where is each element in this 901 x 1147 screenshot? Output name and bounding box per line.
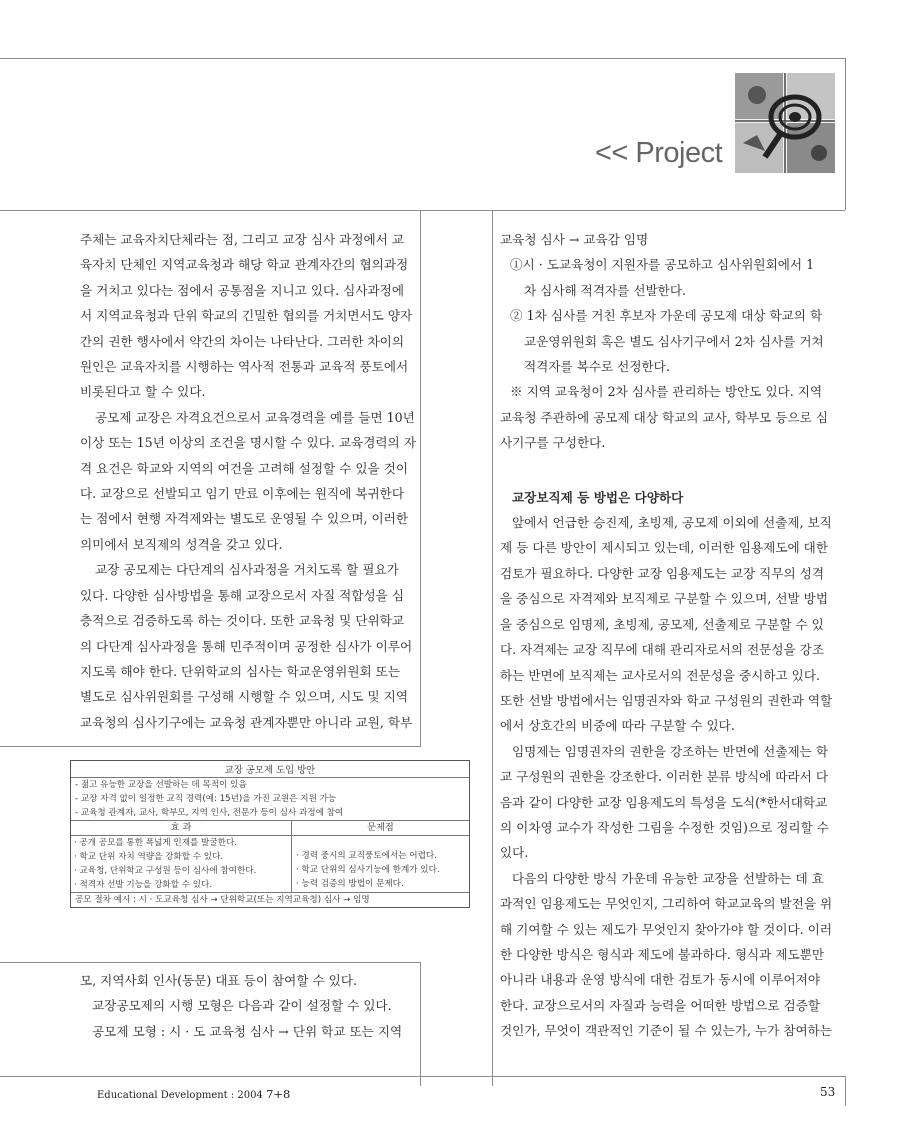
text-line: 교육청의 심사기구에는 교육청 관계자뿐만 아니라 교원, 학부 <box>80 714 413 730</box>
right-model-steps <box>500 227 832 456</box>
text-line: 육자치 단체인 지역교육청과 해당 학교 관계자간의 협의과정 <box>80 257 409 273</box>
footer-rule <box>0 1076 845 1077</box>
section-label: << Project <box>595 137 723 169</box>
left-upper-block-edge <box>420 210 421 746</box>
problem-item: · 경력 중시의 교직풍토에서는 어렵다. <box>296 851 437 861</box>
right-column <box>500 227 832 1044</box>
text-line: 다음의 다양한 방식 가운데 유능한 교장을 선발하는 데 효 <box>512 870 824 886</box>
principal-recruitment-summary-box <box>70 760 470 908</box>
left-lower-block-edge <box>420 962 421 1086</box>
effects-header: 효 과 <box>71 821 292 835</box>
section-heading: 교장보직제 등 방법은 다양하다 <box>512 489 684 505</box>
text-line: 앞에서 언급한 승진제, 초빙제, 공모제 이외에 선출제, 보직 <box>512 515 832 531</box>
text-line: 다. 교장으로 선발되고 임기 만료 이후에는 원직에 복귀한다 <box>80 486 404 502</box>
text-line: 이상 또는 15년 이상의 조건을 명시할 수 있다. 교육경력의 자 <box>80 435 416 451</box>
top-rule <box>0 58 845 59</box>
text-line: 사기구를 구성한다. <box>500 435 606 451</box>
effect-item: · 학교 단위 자치 역량을 강화할 수 있다. <box>74 852 224 862</box>
text-line: 을 중심으로 자격제와 보직제로 구분할 수 있으며, 선발 방법 <box>500 591 829 607</box>
text-line: 의 이차영 교수가 작성한 그림을 수정한 것임)으로 정리할 수 <box>500 819 829 835</box>
text-line: 공모제 모형 : 시 · 도 교육청 심사 → 단위 학교 또는 지역 <box>92 1023 403 1039</box>
top-right-rule <box>845 58 846 210</box>
text-line: 아니라 내용과 운영 방식에 대한 검토가 동시에 이루어져야 <box>500 972 820 988</box>
box-purpose-item: - 교장 자격 없이 일정한 교직 경력(예: 15년)을 가진 교원은 지원 가능 <box>75 794 337 804</box>
problems-list <box>292 836 469 892</box>
issue-number: 7+8 <box>266 1087 291 1101</box>
text-line: 교장 공모제는 다단계의 심사과정을 거치도록 할 필요가 <box>95 562 399 578</box>
text-line: 간의 권한 행사에서 약간의 차이는 나타난다. 그러한 차이의 <box>80 333 404 349</box>
effect-item: · 교육청, 단위학교 구성원 등이 심사에 참여한다. <box>74 866 257 876</box>
effect-item: · 적격자 선발 기능을 강화할 수 있다. <box>74 880 213 890</box>
text-line: 하는 반면에 보직제는 교사로서의 전문성을 중시하고 있다. <box>500 667 820 683</box>
text-line: 제 등 다른 방안이 제시되고 있는데, 이러한 임용제도에 대한 <box>500 540 829 556</box>
left-lower-block-top <box>0 962 421 963</box>
text-line: 해 기여할 수 있는 제도가 무엇인지 찾아가야 할 것이다. 이러 <box>500 921 833 937</box>
text-line: 교육청 심사 → 교육감 임명 <box>500 232 649 247</box>
box-column-headers <box>71 821 469 836</box>
left-upper-block-bottom <box>0 746 421 747</box>
text-line: 별도로 심사위원회를 구성해 시행할 수 있으며, 시도 및 지역 <box>80 689 409 705</box>
column-divider-right <box>492 210 493 1086</box>
footer-journal <box>97 1087 290 1101</box>
text-line: 한 다양한 방식은 형식과 제도에 불과하다. 형식과 제도뿐만 <box>500 946 824 962</box>
text-line: 것인가, 무엇이 객관적인 기준이 될 수 있는가, 누가 참여하는 <box>500 1023 833 1039</box>
page-number: 53 <box>820 1085 836 1099</box>
box-body <box>71 836 469 893</box>
target-magnifier-collage-icon <box>735 73 835 173</box>
right-paragraph-3 <box>500 866 832 1044</box>
text-line: 비롯된다고 할 수 있다. <box>80 384 206 400</box>
text-line: 다. 자격제는 교장 직무에 대해 관리자로서의 전문성을 강조 <box>500 642 824 658</box>
effect-item: · 공개 공모를 통한 폭넓게 인재를 발굴한다. <box>74 838 237 848</box>
text-line: 공모제 교장은 자격요건으로서 교육경력을 예를 들면 10년 <box>95 409 415 425</box>
text-line: 의미에서 보직제의 성격을 갖고 있다. <box>80 536 283 552</box>
text-line: 지도록 해야 한다. 단위학교의 심사는 학교운영위원회 또는 <box>80 663 400 679</box>
problems-header: 문제점 <box>367 822 394 833</box>
box-title: 교장 공모제 도입 방안 <box>71 761 469 778</box>
left-column-lower <box>80 968 412 1044</box>
text-line: ※ 지역 교육청이 2차 심사를 관리하는 방안도 있다. 지역 <box>510 384 823 400</box>
text-line: 한다. 교장으로서의 자질과 능력을 어떠한 방법으로 검증할 <box>500 997 820 1013</box>
text-line: 있다. 다양한 심사방법을 통해 교장으로서 자질 적합성을 심 <box>80 587 404 603</box>
text-line: 의 다단계 심사과정을 통해 민주적이며 공정한 심사가 이루어 <box>80 638 413 654</box>
text-line: 에서 상호간의 비중에 따라 구분할 수 있다. <box>500 718 735 734</box>
text-line: ①시 · 도교육청이 지원자를 공모하고 심사위원회에서 1 <box>510 257 815 273</box>
left-paragraph-3 <box>80 557 412 735</box>
box-purpose-item: - 교육청 관계자, 교사, 학부모, 지역 인사, 전문가 등이 심사 과정에 참여 <box>75 808 344 818</box>
text-line: 모, 지역사회 인사(동문) 대표 등이 참여할 수 있다. <box>80 973 358 988</box>
effects-list <box>71 836 292 892</box>
text-line: 적격자를 복수로 선정한다. <box>524 359 670 375</box>
text-line: 검토가 필요하다. 다양한 교장 임용제도는 교장 직무의 성격 <box>500 565 824 581</box>
text-line: 격 요건은 학교와 지역의 여건을 고려해 설정할 수 있을 것이 <box>80 460 409 476</box>
journal-title: Educational Development : 2004 <box>97 1090 263 1101</box>
left-paragraph-1 <box>80 227 412 405</box>
text-line: 또한 선발 방법에서는 임명권자와 학교 구성원의 권한과 역할 <box>500 692 833 708</box>
right-paragraph-1 <box>500 510 832 739</box>
left-paragraph-4 <box>80 968 412 1044</box>
text-line: 을 거치고 있다는 점에서 공통점을 지니고 있다. 심사과정에 <box>80 282 404 298</box>
header-bottom-rule <box>0 210 845 211</box>
box-purpose-item: - 젊고 유능한 교장을 선발하는 데 목적이 있음 <box>75 780 247 790</box>
text-line: 교운영위원회 혹은 별도 심사기구에서 2차 심사를 거쳐 <box>524 333 824 349</box>
text-line: 서 지역교육청과 단위 학교의 긴밀한 협의를 거치면서도 양자 <box>80 308 413 324</box>
text-line: 임명제는 임명권자의 권한을 강조하는 반면에 선출제는 학 <box>512 743 828 759</box>
text-line: 교 구성원의 권한을 강조한다. 이러한 분류 방식에 따라서 다 <box>500 769 829 785</box>
text-line: ② 1차 심사를 거친 후보자 가운데 공모제 대상 학교의 학 <box>510 308 823 324</box>
text-line: 음과 같이 다양한 교장 임용제도의 특성을 도식(*한서대학교 <box>500 794 828 810</box>
text-line: 는 점에서 현행 자격제와는 별도로 운영될 수 있으며, 이러한 <box>80 511 409 527</box>
box-purpose-list <box>71 778 469 821</box>
text-line: 과적인 임용제도는 무엇인지, 그리하여 학교교육의 발전을 위 <box>500 896 833 912</box>
left-paragraph-2 <box>80 405 416 557</box>
left-column-upper <box>80 227 416 735</box>
text-line: 주체는 교육자치단체라는 점, 그리고 교장 심사 과정에서 교 <box>80 232 404 247</box>
problem-item: · 능력 검증의 방법이 문제다. <box>296 879 404 889</box>
right-paragraph-2 <box>500 739 832 866</box>
procedure-example: 공모 절차 예시 : 시 · 도교육청 심사 → 단위학교(또는 지역교육청) 심사 → 임명 <box>75 895 370 905</box>
problem-item: · 학교 단위의 심사기능에 한계가 있다. <box>296 865 440 875</box>
text-line: 교장공모제의 시행 모형은 다음과 같이 설정할 수 있다. <box>92 998 392 1014</box>
text-line: 층적으로 검증하도록 하는 것이다. 또한 교육청 및 단위학교 <box>80 613 404 629</box>
footer-right-rule <box>845 1076 846 1106</box>
text-line: 을 중심으로 임명제, 초빙제, 공모제, 선출제로 구분할 수 있 <box>500 616 824 632</box>
text-line: 원인은 교육자치를 시행하는 역사적 전통과 교육적 풍토에서 <box>80 359 409 375</box>
text-line: 있다. <box>500 845 529 861</box>
text-line: 교육청 주관하에 공모제 대상 학교의 교사, 학부모 등으로 심 <box>500 409 829 425</box>
text-line: 차 심사해 적격자를 선발한다. <box>524 282 686 298</box>
